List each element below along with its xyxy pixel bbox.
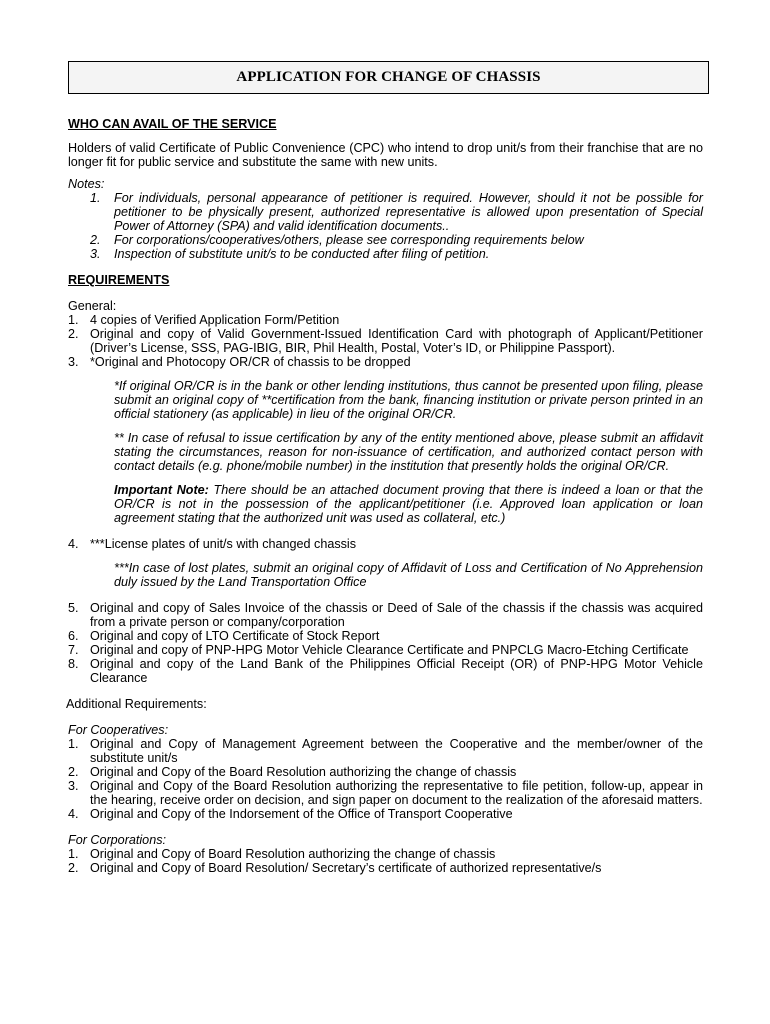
list-item: 8. Original and copy of the Land Bank of the Philippines Official Receipt (OR) of PNP-HPG Motor Vehicle Clearance	[68, 657, 703, 685]
list-item: 4. Original and Copy of the Indorsement of the Office of Transport Cooperative	[68, 807, 513, 821]
note-item: 3. Inspection of substitute unit/s to be conducted after filing of petition.	[90, 247, 490, 261]
note-item: 2. For corporations/cooperatives/others, please see corresponding requirements below	[90, 233, 584, 247]
page-title: APPLICATION FOR CHANGE OF CHASSIS	[68, 61, 709, 94]
list-item: 1. Original and Copy of Board Resolution authorizing the change of chassis	[68, 847, 496, 861]
list-item: 3. Original and Copy of the Board Resolution authorizing the representative to file petition, follow-up, appear in the hearing, receive order on decision, and sign paper on document to the realization of the aforesaid matters.	[68, 779, 703, 807]
list-item: 1. Original and Copy of Management Agreement between the Cooperative and the member/owner of the substitute unit/s	[68, 737, 703, 765]
list-item: 4. ***License plates of unit/s with changed chassis	[68, 537, 357, 551]
list-item: 6. Original and copy of LTO Certificate of Stock Report	[68, 629, 380, 643]
notes-list	[68, 191, 703, 261]
notes-label: Notes:	[68, 177, 105, 191]
important-note-label: Important Note:	[114, 483, 209, 497]
additional-label: Additional Requirements:	[66, 697, 207, 711]
list-item: 3. *Original and Photocopy OR/CR of chassis to be dropped	[68, 355, 411, 369]
important-note	[68, 483, 703, 525]
list-item: 2. Original and Copy of the Board Resolution authorizing the change of chassis	[68, 765, 517, 779]
corp-label: For Corporations:	[68, 833, 166, 847]
note-item: 1. For individuals, personal appearance of petitioner is required. However, should it not be possible for petitioner to be physically present, authorized representative is allowed upon presentation of Special Power of Attorney (SPA) and valid identification documents..	[90, 191, 703, 233]
important-note-text: There should be an attached document proving that there is indeed a loan or that the OR/CR is not in the possession of the applicant/petitioner (i.e. Approved loan application or loan agreement stating that the authorized unit was used as collateral, etc.)	[114, 483, 703, 525]
list-item: 1. 4 copies of Verified Application Form/Petition	[68, 313, 340, 327]
item4-note: ***In case of lost plates, submit an original copy of Affidavit of Loss and Certification of No Apprehension duly issued by the Land Transportation Office	[114, 561, 703, 589]
list-item: 7. Original and copy of PNP-HPG Motor Vehicle Clearance Certificate and PNPCLG Macro-Etching Certificate	[68, 643, 689, 657]
who-text: Holders of valid Certificate of Public Convenience (CPC) who intend to drop unit/s from their franchise that are no longer fit for public service and substitute the same with new units.	[68, 141, 703, 169]
requirements-heading: REQUIREMENTS	[68, 273, 170, 287]
item3-note-2: ** In case of refusal to issue certification by any of the entity mentioned above, please submit an affidavit stating the circumstances, reason for non-issuance of certification, and authorized contact person with contact details (e.g. phone/mobile number) in the institution that presently holds the original OR/CR.	[114, 431, 703, 473]
who-heading: WHO CAN AVAIL OF THE SERVICE	[68, 117, 277, 131]
list-item: 2. Original and copy of Valid Government-Issued Identification Card with photograph of Applicant/Petitioner (Driver’s License, SSS, PAG-IBIG, BIR, Phil Health, Postal, Voter’s ID, or Philippine Passport).	[68, 327, 703, 355]
item3-note-1: *If original OR/CR is in the bank or other lending institutions, thus cannot be presented upon filing, please submit an original copy of **certification from the bank, financing institution or private person printed in an official stationery (as applicable) in lieu of the original OR/CR.	[114, 379, 703, 421]
general-label: General:	[68, 299, 117, 313]
document-body	[68, 117, 703, 875]
list-item: 5. Original and copy of Sales Invoice of the chassis or Deed of Sale of the chassis if the chassis was acquired from a private person or company/corporation	[68, 601, 703, 629]
list-item: 2. Original and Copy of Board Resolution/ Secretary’s certificate of authorized representative/s	[68, 861, 602, 875]
coop-label: For Cooperatives:	[68, 723, 169, 737]
